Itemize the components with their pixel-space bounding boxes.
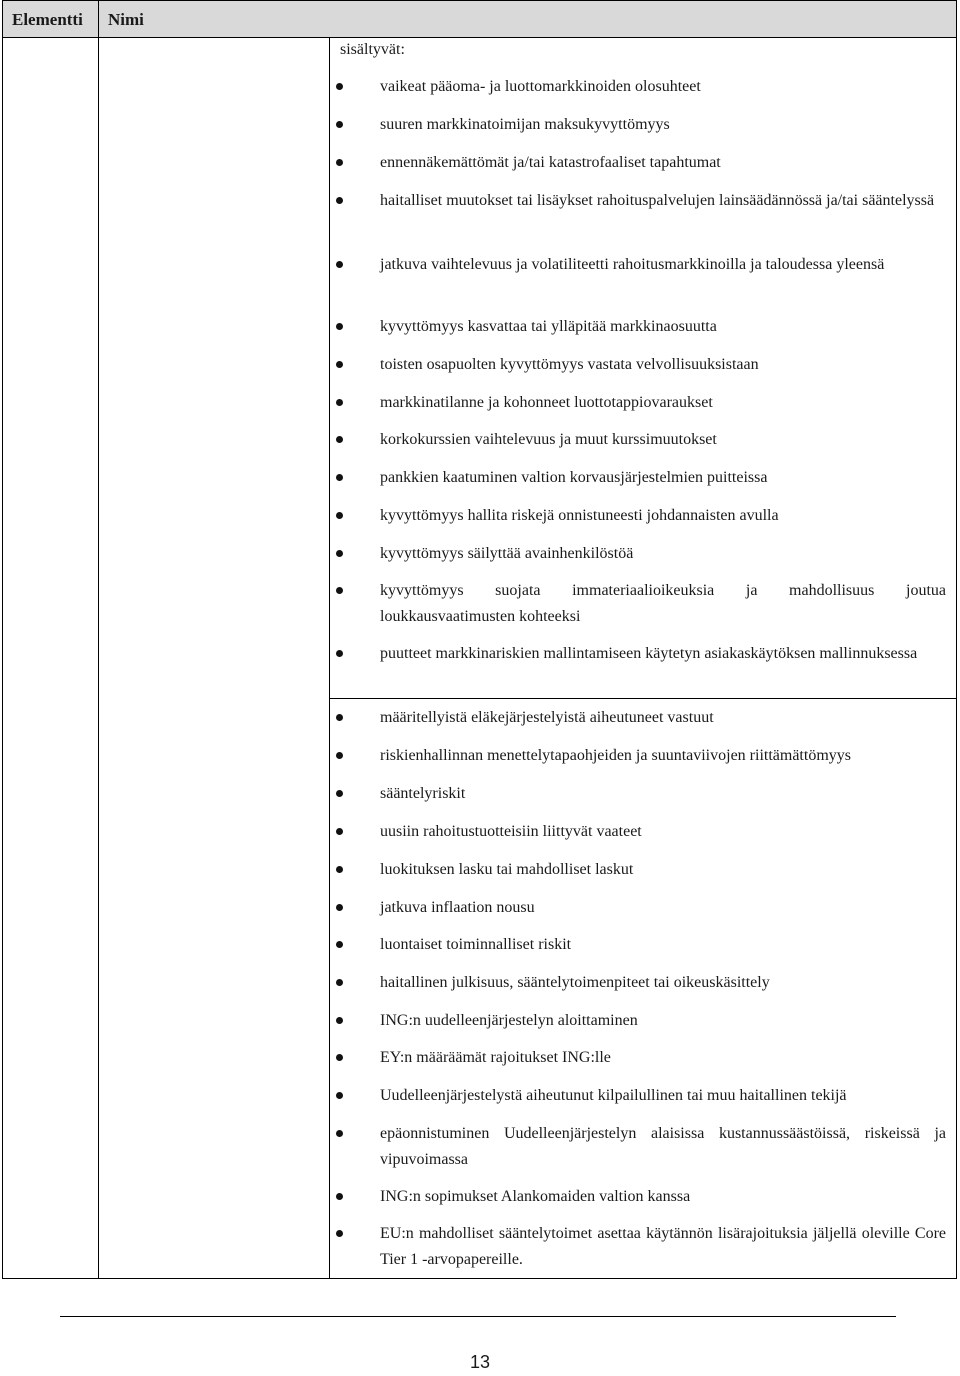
bullet-icon [336, 1017, 343, 1024]
bullet-icon [336, 1130, 343, 1137]
list-item-text: markkinatilanne ja kohonneet luottotappiovaraukset [380, 394, 713, 411]
bullet-icon [336, 1230, 343, 1237]
list-item-text: ING:n uudelleenjärjestelyn aloittaminen [380, 1012, 638, 1029]
page-number: 13 [469, 1352, 491, 1372]
list-item-text: EU:n mahdolliset sääntelytoimet asettaa käytännön lisärajoituksia jäljellä oleville Core Tier 1 -arvopapereille. [380, 1225, 946, 1268]
bullet-icon [336, 828, 343, 835]
list-item-text: haitallinen julkisuus, sääntelytoimenpiteet tai oikeuskäsittely [380, 974, 770, 991]
bullet-icon [336, 752, 343, 759]
bullet-icon [336, 399, 343, 406]
list-item-text: epäonnistuminen Uudelleenjärjestelyn alaisissa kustannussäästöissä, riskeissä ja vipuvoimassa [380, 1125, 946, 1168]
list-item-text: uusiin rahoitustuotteisiin liittyvät vaateet [380, 823, 642, 840]
bullet-icon [336, 159, 343, 166]
column-header-nimi: Nimi [108, 10, 144, 29]
list-item-text: pankkien kaatuminen valtion korvausjärjestelmien puitteissa [380, 469, 768, 486]
list-item-text: ING:n sopimukset Alankomaiden valtion kanssa [380, 1188, 691, 1205]
bullet-icon [336, 904, 343, 911]
column-header-elementti: Elementti [12, 10, 83, 29]
bullet-icon [336, 512, 343, 519]
list-item-text: puutteet markkinariskien mallintamiseen käytetyn asiakaskäytöksen mallinnuksessa [380, 645, 918, 662]
list-item-text: jatkuva vaihtelevuus ja volatiliteetti rahoitusmarkkinoilla ja taloudessa yleensä [380, 256, 885, 273]
footer-rule [60, 1316, 896, 1317]
list-item-text: toisten osapuolten kyvyttömyys vastata velvollisuuksistaan [380, 356, 759, 373]
list-item-text: luokituksen lasku tai mahdolliset laskut [380, 861, 634, 878]
list-item-text: kyvyttömyys suojata immateriaalioikeuksia ja mahdollisuus joutua loukkausvaatimusten kohteeksi [380, 582, 946, 625]
bullet-icon [336, 650, 343, 657]
bullet-icon [336, 197, 343, 204]
bullet-icon [336, 866, 343, 873]
list-item-text: EY:n määräämät rajoitukset ING:lle [380, 1049, 611, 1066]
bullet-icon [336, 1193, 343, 1200]
table-header-row [3, 1, 956, 38]
list-item-text: sääntelyriskit [380, 785, 466, 802]
list-item-text: jatkuva inflaation nousu [380, 899, 535, 916]
list-item-text: kyvyttömyys säilyttää avainhenkilöstöä [380, 545, 634, 562]
bullet-icon [336, 587, 343, 594]
list-item-text: Uudelleenjärjestelystä aiheutunut kilpailullinen tai muu haitallinen tekijä [380, 1087, 847, 1104]
bullet-icon [336, 1092, 343, 1099]
column-divider-2 [329, 38, 330, 1278]
intro-text: sisältyvät: [340, 41, 405, 58]
bullet-icon [336, 474, 343, 481]
column-divider-1 [98, 1, 99, 1278]
bullet-icon [336, 979, 343, 986]
bullet-icon [336, 121, 343, 128]
bullet-icon [336, 790, 343, 797]
list-item-text: kyvyttömyys kasvattaa tai ylläpitää markkinaosuutta [380, 318, 717, 335]
list-item-text: vaikeat pääoma- ja luottomarkkinoiden olosuhteet [380, 78, 701, 95]
list-item-text: riskienhallinnan menettelytapaohjeiden ja suuntaviivojen riittämättömyys [380, 747, 851, 764]
bullet-icon [336, 714, 343, 721]
bullet-icon [336, 436, 343, 443]
list-item-text: suuren markkinatoimijan maksukyvyttömyys [380, 116, 670, 133]
bullet-icon [336, 941, 343, 948]
list-item-text: kyvyttömyys hallita riskejä onnistuneesti johdannaisten avulla [380, 507, 779, 524]
list-item-text: haitalliset muutokset tai lisäykset rahoituspalvelujen lainsäädännössä ja/tai sääntelyssä [380, 192, 935, 209]
bullet-icon [336, 550, 343, 557]
bullet-icon [336, 323, 343, 330]
list-item-text: korkokurssien vaihtelevuus ja muut kurssimuutokset [380, 431, 717, 448]
bullet-icon [336, 261, 343, 268]
list-item-text: ennennäkemättömät ja/tai katastrofaaliset tapahtumat [380, 154, 721, 171]
bullet-icon [336, 83, 343, 90]
section-divider [329, 698, 956, 699]
bullet-icon [336, 361, 343, 368]
list-item-text: luontaiset toiminnalliset riskit [380, 936, 572, 953]
list-item-text: määritellyistä eläkejärjestelyistä aiheutuneet vastuut [380, 709, 714, 726]
bullet-icon [336, 1054, 343, 1061]
